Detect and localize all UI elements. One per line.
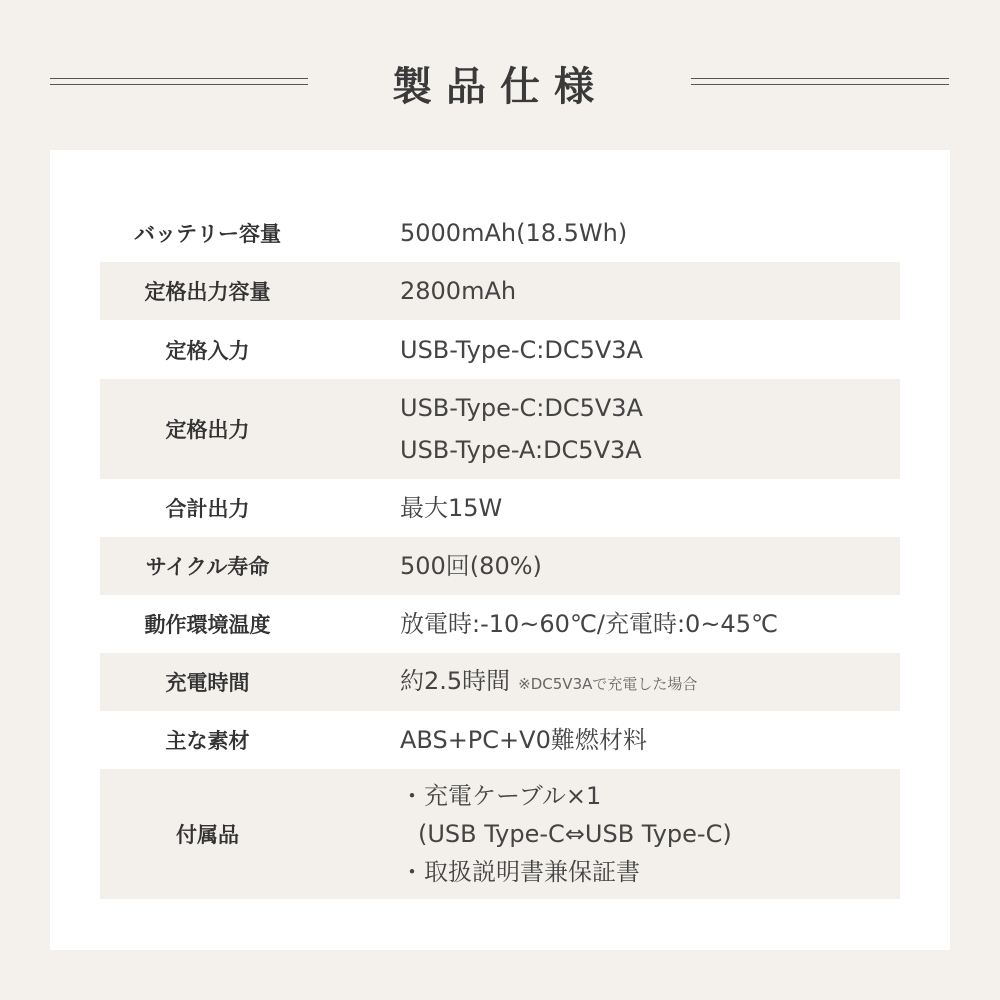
spec-card: [50, 150, 950, 950]
spec-table: [100, 204, 900, 899]
spec-row-total-output: [100, 479, 900, 537]
spec-label: 主な素材: [165, 729, 250, 753]
title-bar: [0, 58, 1000, 116]
spec-value: [315, 660, 697, 705]
spec-label: 充電時間: [165, 671, 250, 695]
spec-value-line: USB-Type-C:DC5V3A: [400, 394, 643, 422]
spec-value: 最大15W: [400, 494, 503, 522]
spec-value-line: USB-Type-A:DC5V3A: [400, 436, 642, 464]
spec-label: バッテリー容量: [134, 222, 281, 246]
spec-row-operating-temperature: [100, 595, 900, 653]
spec-label: 動作環境温度: [144, 613, 271, 637]
spec-value-text: 約2.5時間: [400, 666, 511, 695]
spec-row-charging-time: [100, 653, 900, 711]
spec-label: 付属品: [176, 823, 239, 847]
spec-value: [315, 777, 732, 891]
spec-value: 放電時:-10~60℃/充電時:0~45℃: [400, 610, 778, 638]
spec-value: [315, 387, 643, 471]
spec-row-rated-output-capacity: [100, 262, 900, 320]
spec-row-rated-output: [100, 379, 900, 479]
spec-label: 定格出力: [165, 418, 250, 442]
spec-note: ※DC5V3Aで充電した場合: [518, 674, 698, 693]
spec-value: USB-Type-C:DC5V3A: [400, 335, 643, 364]
accessory-item-detail: (USB Type-C⇔USB Type-C): [418, 820, 732, 848]
title-rule-left: [50, 78, 308, 86]
spec-row-rated-input: [100, 320, 900, 379]
title-rule-right: [691, 78, 949, 86]
spec-value: ABS+PC+V0難燃材料: [400, 726, 647, 754]
spec-label: 定格出力容量: [144, 280, 271, 304]
spec-value: 2800mAh: [400, 277, 517, 305]
spec-row-main-material: [100, 711, 900, 769]
page-title: 製品仕様: [392, 64, 608, 110]
spec-row-accessories: [100, 769, 900, 899]
spec-value: 500回(80%): [400, 552, 542, 580]
spec-row-cycle-life: [100, 537, 900, 595]
accessory-item: ・充電ケーブル×1: [400, 782, 602, 810]
spec-value: 5000mAh(18.5Wh): [400, 219, 628, 247]
spec-row-battery-capacity: [100, 204, 900, 262]
accessory-item: ・取扱説明書兼保証書: [400, 858, 640, 886]
spec-label: 定格入力: [165, 338, 250, 363]
spec-label: サイクル寿命: [145, 555, 270, 579]
spec-label: 合計出力: [165, 497, 250, 521]
